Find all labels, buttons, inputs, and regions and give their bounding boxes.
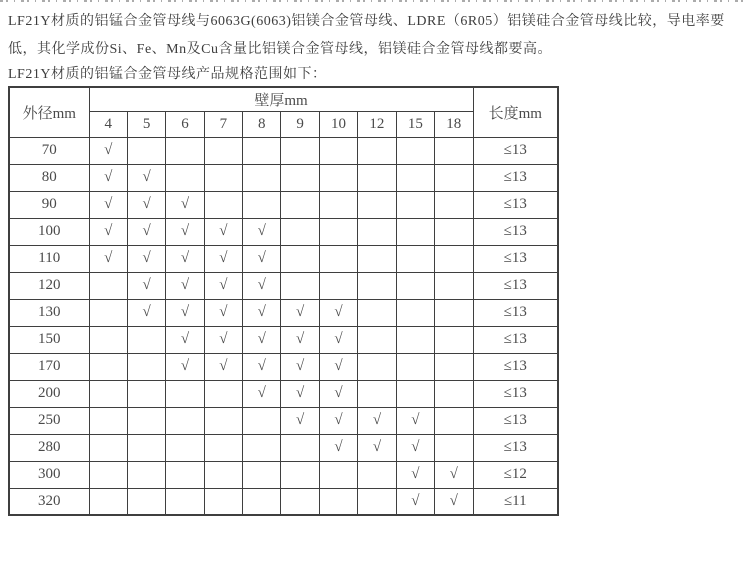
check-cell-empty: [127, 137, 165, 164]
check-cell-checked: √: [319, 407, 357, 434]
check-cell-empty: [204, 191, 242, 218]
check-cell-empty: [319, 218, 357, 245]
check-cell-checked: √: [281, 299, 319, 326]
length-cell: ≤13: [473, 164, 558, 191]
check-cell-checked: √: [243, 245, 281, 272]
check-cell-empty: [319, 191, 357, 218]
table-row: [9, 326, 558, 353]
check-cell-checked: √: [243, 299, 281, 326]
check-cell-empty: [166, 434, 204, 461]
col-header-outer-diameter: 外径mm: [9, 87, 89, 137]
check-cell-empty: [396, 137, 434, 164]
check-cell-empty: [281, 488, 319, 515]
table-row: [9, 245, 558, 272]
outer-diameter-cell: 130: [9, 299, 89, 326]
check-cell-empty: [281, 164, 319, 191]
length-cell: ≤13: [473, 407, 558, 434]
check-cell-empty: [89, 434, 127, 461]
outer-diameter-cell: 320: [9, 488, 89, 515]
check-cell-empty: [435, 407, 474, 434]
length-cell: ≤13: [473, 137, 558, 164]
check-cell-checked: √: [127, 299, 165, 326]
check-cell-empty: [243, 164, 281, 191]
length-cell: ≤13: [473, 326, 558, 353]
check-cell-checked: √: [281, 380, 319, 407]
check-cell-empty: [435, 218, 474, 245]
check-cell-empty: [281, 218, 319, 245]
check-cell-empty: [243, 488, 281, 515]
check-cell-empty: [127, 326, 165, 353]
length-cell: ≤12: [473, 461, 558, 488]
check-cell-empty: [127, 488, 165, 515]
outer-diameter-cell: 70: [9, 137, 89, 164]
check-cell-empty: [89, 353, 127, 380]
check-cell-empty: [358, 191, 396, 218]
check-cell-empty: [166, 380, 204, 407]
outer-diameter-cell: 250: [9, 407, 89, 434]
check-cell-checked: √: [89, 218, 127, 245]
check-cell-empty: [435, 245, 474, 272]
table-row: [9, 272, 558, 299]
check-cell-empty: [435, 191, 474, 218]
check-cell-empty: [281, 272, 319, 299]
col-header-thickness-5: 5: [127, 111, 165, 137]
col-header-thickness-6: 6: [166, 111, 204, 137]
length-cell: ≤13: [473, 434, 558, 461]
outer-diameter-cell: 110: [9, 245, 89, 272]
check-cell-empty: [243, 434, 281, 461]
length-cell: ≤11: [473, 488, 558, 515]
check-cell-empty: [166, 164, 204, 191]
check-cell-empty: [89, 461, 127, 488]
check-cell-checked: √: [166, 326, 204, 353]
check-cell-empty: [281, 461, 319, 488]
check-cell-empty: [127, 461, 165, 488]
check-cell-checked: √: [435, 461, 474, 488]
check-cell-checked: √: [89, 137, 127, 164]
check-cell-checked: √: [319, 353, 357, 380]
check-cell-empty: [89, 380, 127, 407]
check-cell-checked: √: [319, 434, 357, 461]
check-cell-checked: √: [204, 299, 242, 326]
check-cell-empty: [396, 191, 434, 218]
col-header-thickness-4: 4: [89, 111, 127, 137]
length-cell: ≤13: [473, 218, 558, 245]
table-row: [9, 218, 558, 245]
check-cell-checked: √: [127, 218, 165, 245]
length-cell: ≤13: [473, 191, 558, 218]
check-cell-checked: √: [89, 245, 127, 272]
check-cell-empty: [358, 461, 396, 488]
col-header-thickness-8: 8: [243, 111, 281, 137]
check-cell-empty: [396, 164, 434, 191]
check-cell-empty: [396, 245, 434, 272]
clipped-text-artifact: [0, 0, 749, 2]
col-header-thickness-15: 15: [396, 111, 434, 137]
check-cell-empty: [358, 218, 396, 245]
check-cell-empty: [166, 407, 204, 434]
check-cell-checked: √: [319, 299, 357, 326]
col-header-thickness-12: 12: [358, 111, 396, 137]
check-cell-checked: √: [243, 353, 281, 380]
check-cell-empty: [358, 353, 396, 380]
check-cell-checked: √: [319, 380, 357, 407]
check-cell-empty: [166, 488, 204, 515]
check-cell-checked: √: [89, 191, 127, 218]
col-header-thickness-10: 10: [319, 111, 357, 137]
length-cell: ≤13: [473, 245, 558, 272]
check-cell-checked: √: [204, 218, 242, 245]
table-row: [9, 164, 558, 191]
check-cell-empty: [358, 245, 396, 272]
check-cell-checked: √: [89, 164, 127, 191]
check-cell-empty: [396, 299, 434, 326]
check-cell-checked: √: [204, 245, 242, 272]
check-cell-empty: [281, 191, 319, 218]
check-cell-empty: [127, 380, 165, 407]
check-cell-empty: [435, 326, 474, 353]
length-cell: ≤13: [473, 299, 558, 326]
check-cell-empty: [396, 380, 434, 407]
check-cell-empty: [281, 434, 319, 461]
check-cell-empty: [89, 326, 127, 353]
check-cell-checked: √: [358, 407, 396, 434]
check-cell-checked: √: [435, 488, 474, 515]
check-cell-checked: √: [166, 272, 204, 299]
check-cell-empty: [435, 353, 474, 380]
check-cell-checked: √: [166, 191, 204, 218]
check-cell-empty: [243, 407, 281, 434]
outer-diameter-cell: 100: [9, 218, 89, 245]
outer-diameter-cell: 300: [9, 461, 89, 488]
check-cell-empty: [204, 407, 242, 434]
check-cell-empty: [127, 353, 165, 380]
check-cell-empty: [396, 326, 434, 353]
check-cell-checked: √: [396, 407, 434, 434]
check-cell-empty: [358, 137, 396, 164]
check-cell-empty: [319, 164, 357, 191]
spec-intro-line: LF21Y材质的铝锰合金管母线产品规格范围如下：: [8, 67, 327, 82]
check-cell-empty: [435, 272, 474, 299]
check-cell-empty: [396, 272, 434, 299]
check-cell-empty: [281, 137, 319, 164]
outer-diameter-cell: 80: [9, 164, 89, 191]
outer-diameter-cell: 120: [9, 272, 89, 299]
length-cell: ≤13: [473, 272, 558, 299]
check-cell-empty: [243, 191, 281, 218]
table-row: [9, 380, 558, 407]
check-cell-checked: √: [243, 380, 281, 407]
table-row: [9, 434, 558, 461]
table-row: [9, 488, 558, 515]
table-row: [9, 353, 558, 380]
outer-diameter-cell: 280: [9, 434, 89, 461]
check-cell-checked: √: [243, 218, 281, 245]
check-cell-empty: [358, 488, 396, 515]
check-cell-empty: [435, 299, 474, 326]
col-header-thickness-7: 7: [204, 111, 242, 137]
check-cell-empty: [319, 488, 357, 515]
check-cell-checked: √: [127, 245, 165, 272]
check-cell-checked: √: [127, 164, 165, 191]
outer-diameter-cell: 200: [9, 380, 89, 407]
check-cell-empty: [204, 164, 242, 191]
check-cell-checked: √: [319, 326, 357, 353]
check-cell-checked: √: [281, 353, 319, 380]
col-header-thickness-9: 9: [281, 111, 319, 137]
check-cell-empty: [204, 380, 242, 407]
check-cell-empty: [89, 488, 127, 515]
check-cell-empty: [319, 461, 357, 488]
check-cell-empty: [358, 380, 396, 407]
check-cell-checked: √: [243, 326, 281, 353]
check-cell-empty: [204, 461, 242, 488]
outer-diameter-cell: 90: [9, 191, 89, 218]
check-cell-empty: [166, 137, 204, 164]
col-header-wall-thickness: 壁厚mm: [89, 87, 473, 111]
check-cell-checked: √: [243, 272, 281, 299]
spec-table: [8, 86, 559, 516]
check-cell-empty: [435, 164, 474, 191]
check-cell-checked: √: [281, 326, 319, 353]
header-row-1: [9, 87, 558, 111]
check-cell-checked: √: [166, 353, 204, 380]
check-cell-empty: [204, 434, 242, 461]
check-cell-empty: [89, 272, 127, 299]
check-cell-empty: [281, 245, 319, 272]
check-cell-empty: [243, 137, 281, 164]
table-row: [9, 299, 558, 326]
table-row: [9, 461, 558, 488]
check-cell-empty: [319, 137, 357, 164]
check-cell-checked: √: [166, 245, 204, 272]
check-cell-checked: √: [204, 272, 242, 299]
check-cell-empty: [204, 488, 242, 515]
check-cell-checked: √: [166, 299, 204, 326]
check-cell-checked: √: [281, 407, 319, 434]
check-cell-checked: √: [204, 326, 242, 353]
check-cell-empty: [358, 272, 396, 299]
check-cell-empty: [358, 326, 396, 353]
check-cell-empty: [435, 434, 474, 461]
check-cell-empty: [166, 461, 204, 488]
check-cell-checked: √: [396, 488, 434, 515]
check-cell-checked: √: [396, 434, 434, 461]
outer-diameter-cell: 150: [9, 326, 89, 353]
check-cell-empty: [243, 461, 281, 488]
table-row: [9, 407, 558, 434]
check-cell-empty: [319, 272, 357, 299]
check-cell-empty: [204, 137, 242, 164]
check-cell-empty: [396, 353, 434, 380]
check-cell-checked: √: [396, 461, 434, 488]
check-cell-empty: [127, 407, 165, 434]
check-cell-checked: √: [166, 218, 204, 245]
check-cell-checked: √: [204, 353, 242, 380]
check-cell-empty: [127, 434, 165, 461]
length-cell: ≤13: [473, 380, 558, 407]
check-cell-empty: [396, 218, 434, 245]
check-cell-empty: [89, 407, 127, 434]
col-header-length: 长度mm: [473, 87, 558, 137]
col-header-thickness-18: 18: [435, 111, 474, 137]
check-cell-empty: [358, 164, 396, 191]
table-row: [9, 137, 558, 164]
check-cell-empty: [435, 380, 474, 407]
check-cell-empty: [319, 245, 357, 272]
check-cell-checked: √: [127, 272, 165, 299]
check-cell-empty: [358, 299, 396, 326]
outer-diameter-cell: 170: [9, 353, 89, 380]
table-row: [9, 191, 558, 218]
intro-paragraph: LF21Y材质的铝锰合金管母线与6063G(6063)铝镁合金管母线、LDRE（6R05）铝镁硅合金管母线比较，导电率要低，其化学成份Si、Fe、Mn及Cu含量比铝镁合金管母线，铝镁硅合金管母线都要高。: [8, 14, 725, 57]
check-cell-empty: [435, 137, 474, 164]
check-cell-checked: √: [127, 191, 165, 218]
length-cell: ≤13: [473, 353, 558, 380]
check-cell-empty: [89, 299, 127, 326]
check-cell-checked: √: [358, 434, 396, 461]
